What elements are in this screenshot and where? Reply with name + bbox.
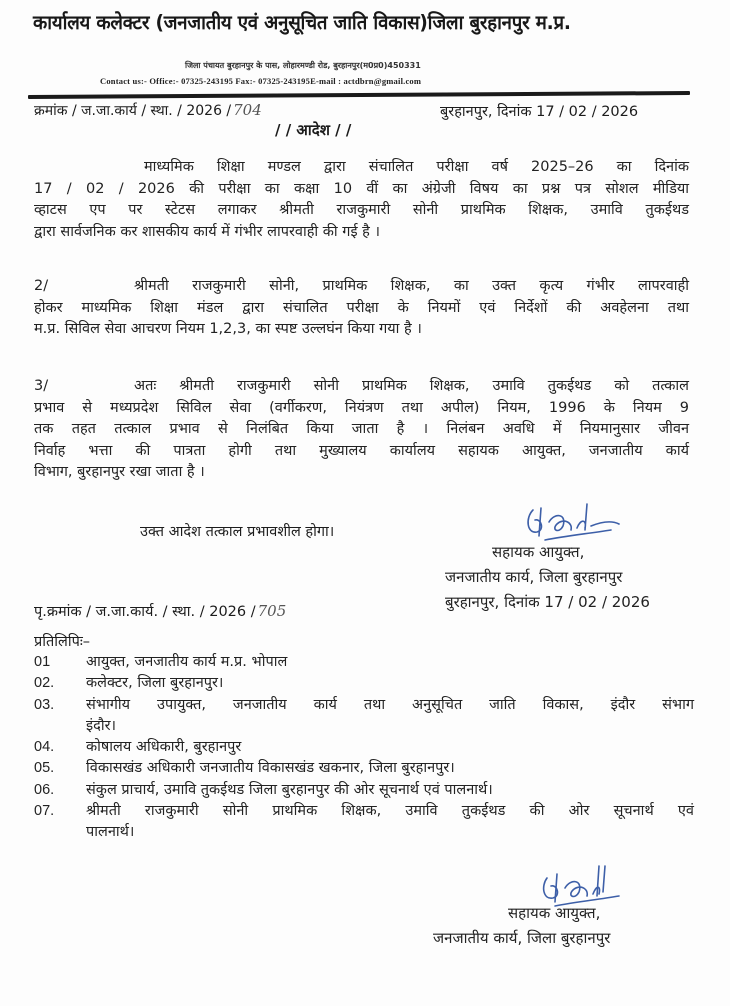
list-item-number: 03.: [34, 696, 55, 713]
list-item: [34, 673, 694, 694]
list-item: [34, 758, 694, 779]
list-item-text: श्रीमती राजकुमारी सोनी प्राथमिक शिक्षक, उमावि तुकईथड की ओर सूचनार्थ एवं: [86, 803, 694, 820]
list-item-text: आयुक्त, जनजातीय कार्य म.प्र. भोपाल: [86, 654, 288, 670]
list-item-text: कोषालय अधिकारी, बुरहानपुर: [86, 739, 242, 756]
paragraph-line: द्वारा सार्वजनिक कर शासकीय कार्य में गंभीर लापरवाही की गई है ।: [34, 223, 380, 240]
list-item-number: 04.: [34, 739, 55, 756]
list-item-text: इंदौर।: [86, 717, 117, 734]
copy-reference-number: 705: [257, 602, 287, 620]
list-item-text: संभागीय उपायुक्त, जनजातीय कार्य तथा अनुसूचित जाति विकास, इंदौर संभाग: [86, 696, 694, 713]
effective-note: उक्त आदेश तत्काल प्रभावशील होगा।: [140, 524, 335, 540]
list-item-number: 01: [34, 654, 51, 670]
list-item-text: विकासखंड अधिकारी जनजातीय विकासखंड खकनार, जिला बुरहानपुर।: [86, 760, 455, 777]
paragraph-line: प्रभाव से मध्यप्रदेश सिविल सेवा (वर्गीकरण, नियंत्रण तथा अपील) नियम, 1996 के नियम 9: [34, 399, 689, 416]
order-place-date: बुरहानपुर, दिनांक 17 / 02 / 2026: [440, 104, 639, 120]
order-reference-number: 704: [233, 101, 262, 119]
list-item: [34, 737, 694, 758]
list-item: [34, 652, 694, 673]
list-item: [34, 695, 694, 716]
office-title: कार्यालय कलेक्टर (जनजातीय एवं अनुसूचित जाति विकास)जिला बुरहानपुर म.प्र.: [33, 11, 571, 34]
signature-icon: [515, 500, 625, 548]
copy-label: प्रतिलिपिः–: [34, 634, 91, 650]
order-paragraph-3: [34, 376, 689, 484]
signatory-place-date: बुरहानपुर, दिनांक 17 / 02 / 2026: [445, 593, 650, 611]
list-item-number: 07.: [34, 803, 55, 820]
copy-reference: [34, 601, 286, 621]
paragraph-number: 2/: [34, 278, 49, 294]
list-item-number: 05.: [34, 760, 55, 777]
list-item-text: पालनार्थ।: [86, 824, 135, 841]
office-address: जिला पंचायत बुरहानपुर के पास, लोहारमण्डी रोड, बुरहानपुर(म0प्र0)450331: [185, 61, 421, 70]
order-reference-prefix: क्रमांक / ज.जा.कार्य / स्था. / 2026 /: [34, 103, 232, 119]
list-item-text: संकुल प्राचार्य, उमावि तुकईथड जिला बुरहानपुर की ओर सूचनार्थ एवं पालनार्थ।: [86, 781, 493, 798]
order-reference: [34, 101, 262, 120]
list-item: [34, 780, 694, 801]
letterhead-divider: [28, 91, 690, 99]
list-item-number: 02.: [34, 675, 55, 692]
paragraph-line: म.प्र. सिविल सेवा आचरण नियम 1,2,3, का स्पष्ट उल्लघंन किया गया है ।: [34, 321, 422, 337]
list-item-number: 06.: [34, 781, 55, 798]
paragraph-line: 17 / 02 / 2026 की परीक्षा का कक्षा 10 वीं का अंग्रेजी विषय का प्रश्न पत्र सोशल मीडिया: [34, 180, 689, 197]
list-item-continuation: [34, 716, 694, 737]
paragraph-line: तक तहत तत्काल प्रभाव से निलंबित किया जाता है । निलंबन अवधि में नियमानुसार जीवन: [34, 421, 689, 437]
copy-recipient-list: [34, 652, 694, 844]
office-contact: Contact us:- Office:- 07325-243195 Fax:- 07325-243195E-mail : actdbrn@gmail.com: [100, 76, 422, 86]
paragraph-line: श्रीमती राजकुमारी सोनी, प्राथमिक शिक्षक, का उक्त कृत्य गंभीर लापरवाही: [134, 278, 689, 294]
paragraph-line: होकर माध्यमिक शिक्षा मंडल द्वारा संचालित परीक्षा के नियमों एवं निर्देशों की अवहेलना तथा: [34, 299, 689, 316]
paragraph-number: 3/: [34, 378, 49, 394]
copy-reference-prefix: पृ.क्रमांक / ज.जा.कार्य. / स्था. / 2026 /: [34, 604, 256, 620]
copy-signatory-title: सहायक आयुक्त,: [508, 904, 601, 922]
paragraph-line: माध्यमिक शिक्षा मण्डल द्वारा संचालित परीक्षा वर्ष 2025–26 का दिनांक: [144, 159, 689, 175]
list-item-text: कलेक्टर, जिला बुरहानपुर।: [86, 675, 224, 692]
list-item: [34, 801, 694, 822]
paragraph-line: विभाग, बुरहानपुर रखा जाता है ।: [34, 464, 205, 480]
paragraph-line: अतः श्रीमती राजकुमारी सोनी प्राथमिक शिक्षक, उमावि तुकईथड को तत्काल: [134, 378, 689, 394]
order-heading: / / आदेश / /: [275, 121, 352, 139]
paragraph-line: व्हाटस एप पर स्टेटस लगाकर श्रीमती राजकुमारी सोनी प्राथमिक शिक्षक, उमावि तुकईथड: [34, 202, 689, 218]
order-paragraph-2: [34, 276, 689, 341]
list-item-continuation: [34, 822, 694, 843]
paragraph-line: निर्वाह भत्ता की पात्रता होगी तथा मुख्यालय कार्यालय सहायक आयुक्त, जनजातीय कार्य: [34, 442, 689, 459]
copy-signatory-department: जनजातीय कार्य, जिला बुरहानपुर: [433, 929, 611, 947]
order-paragraph-1: [34, 157, 689, 243]
signatory-department: जनजातीय कार्य, जिला बुरहानपुर: [445, 568, 623, 586]
signatory-title: सहायक आयुक्त,: [492, 543, 585, 561]
